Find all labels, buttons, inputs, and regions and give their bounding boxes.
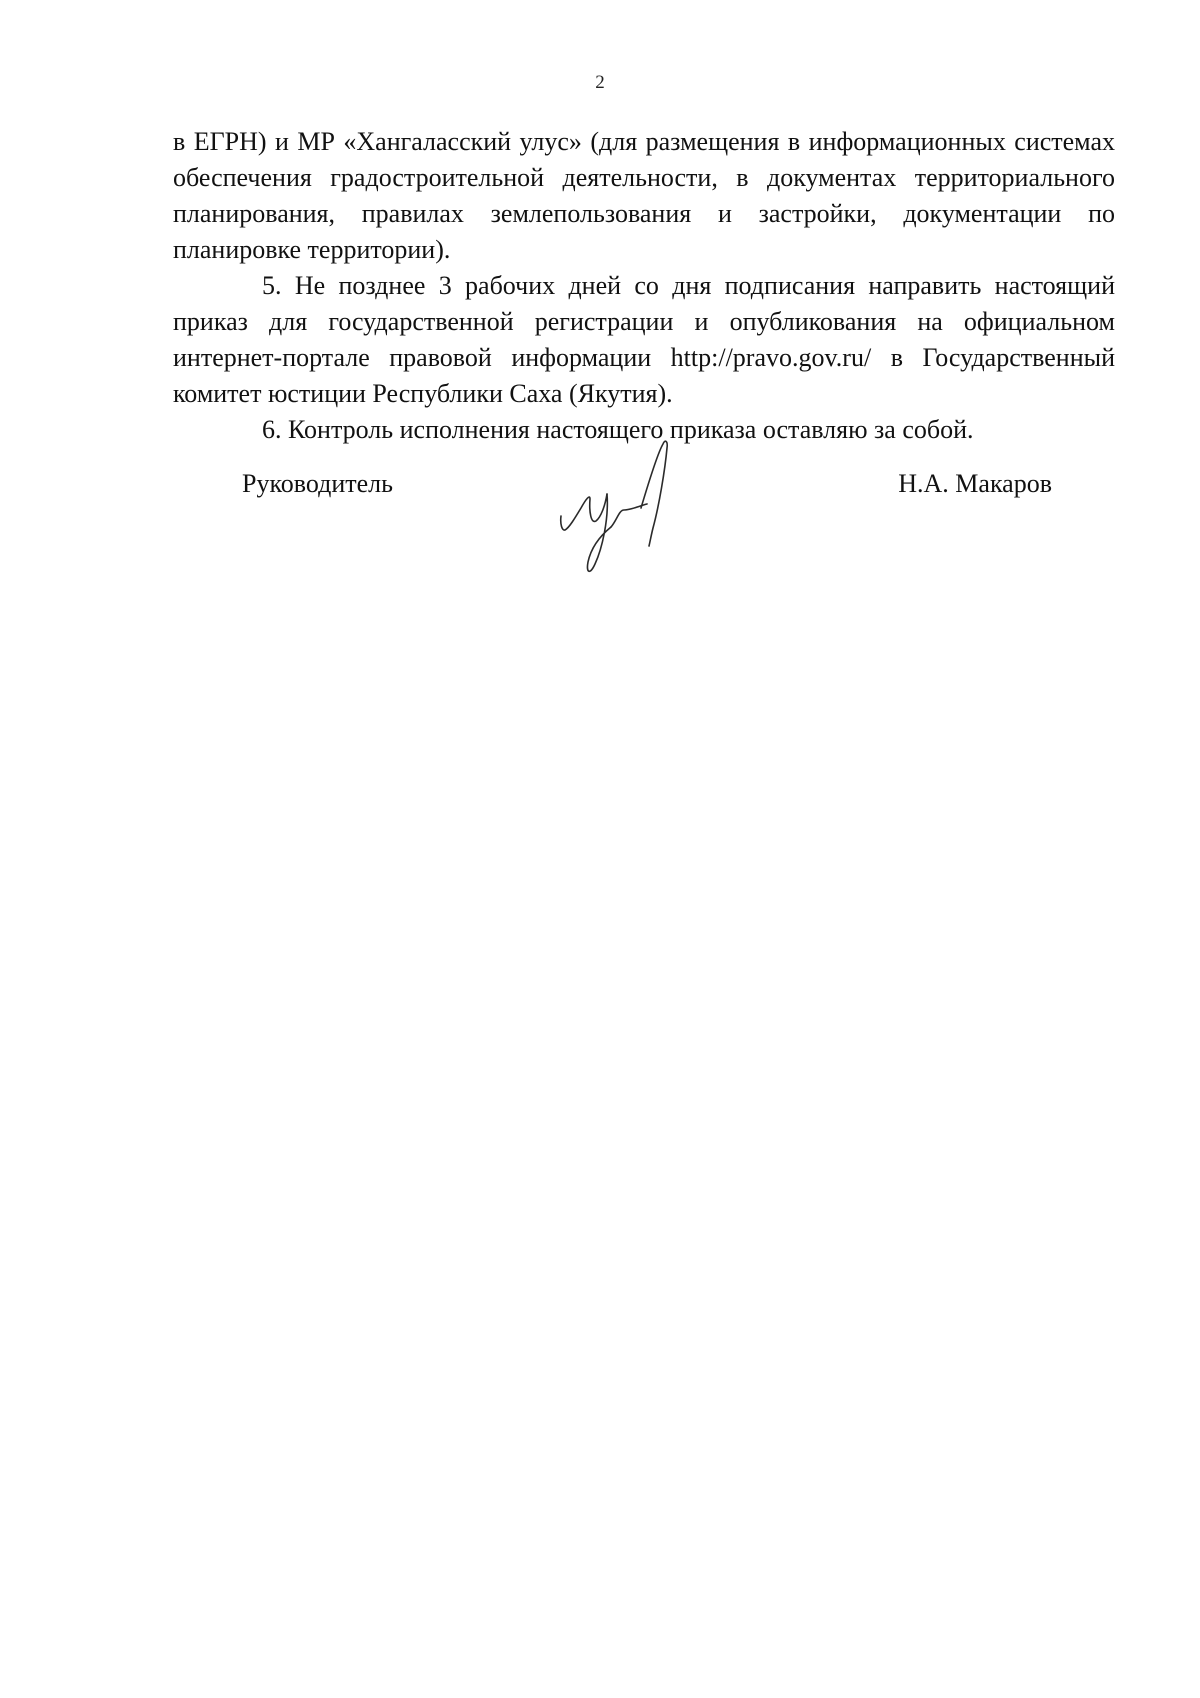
signatory-title: Руководитель [242, 469, 393, 498]
handwritten-signature-icon [555, 424, 705, 624]
paragraph-continuation: в ЕГРН) и МР «Хангаласский улус» (для размещения в информационных системах обеспечения градостроительной деятельности, в документах территориального планирования, правилах землепользования и застройки, документации по планировке территории). [173, 127, 1115, 264]
signatory-name: Н.А. Макаров [898, 469, 1052, 498]
signature-block [0, 466, 1200, 606]
document-body [173, 124, 1115, 448]
paragraph-item-5: 5. Не позднее 3 рабочих дней со дня подписания направить настоящий приказ для государственной регистрации и опубликования на официальном интернет-портале правовой информации http://pravo.gov.ru/ в Государственный комитет юстиции Республики Саха (Якутия). [173, 271, 1115, 408]
page-number: 2 [595, 72, 605, 93]
paragraph-item-6: 6. Контроль исполнения настоящего приказа оставляю за собой. [262, 415, 974, 444]
